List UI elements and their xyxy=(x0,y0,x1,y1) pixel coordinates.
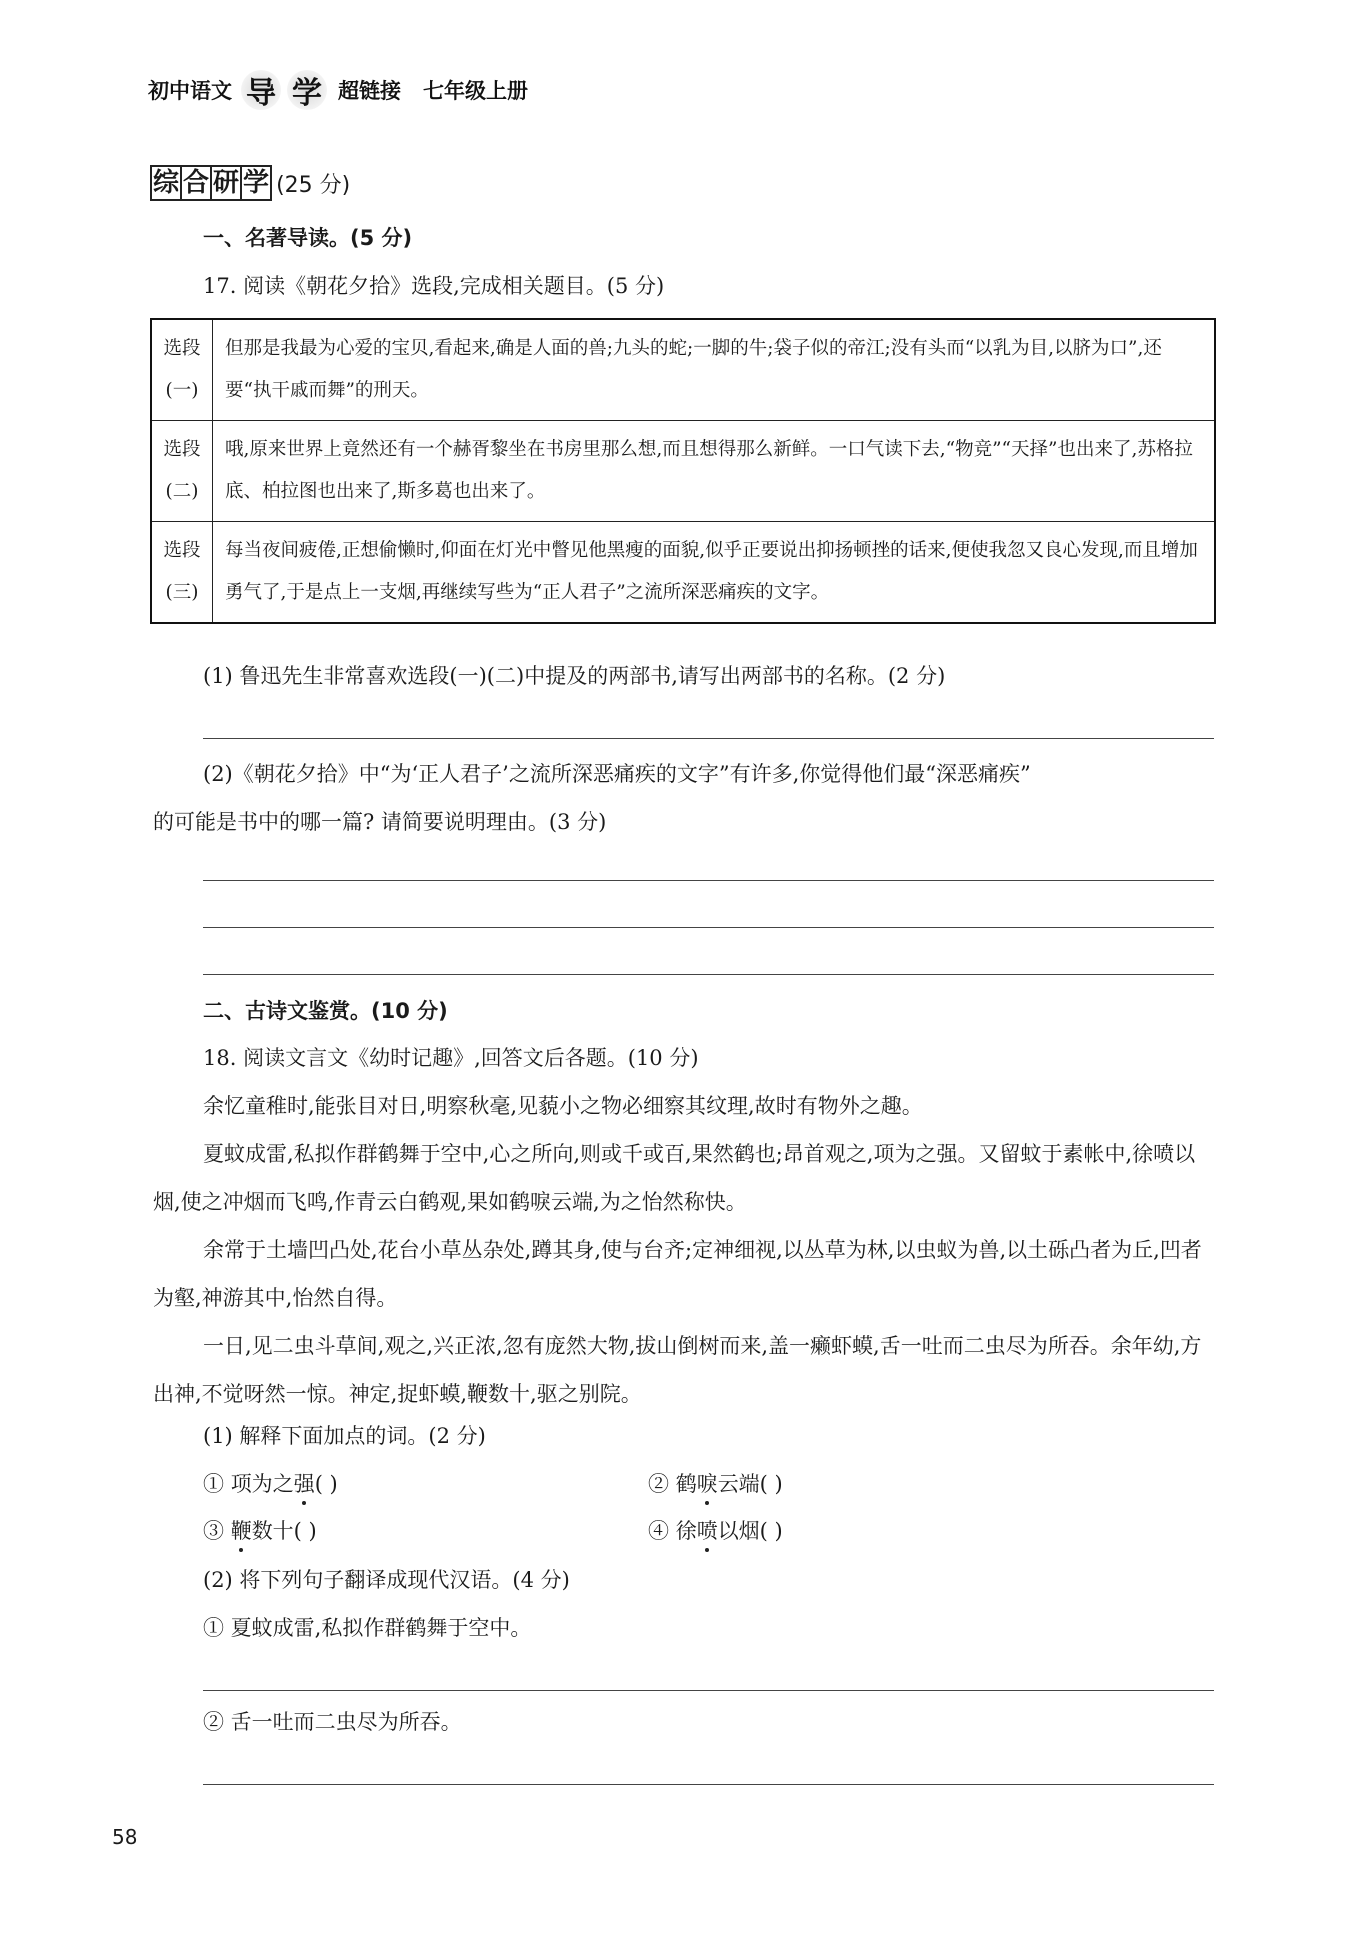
passage-text: 夏蚊成雷,私拟作群鹤舞于空中,心之所向,则或千或百,果然鹤也;昂首观之,项为之强。又留蚊于素帐中,徐喷以烟,使之冲烟而飞鸣,作青云白鹤观,果如鹤唳云端,为之怡然称快。 xyxy=(153,1142,1196,1214)
excerpt-label-top: 选段 xyxy=(163,540,201,561)
question-18-2: (2) 将下列句子翻译成现代汉语。(4 分) xyxy=(203,1568,570,1592)
section-score: (25 分) xyxy=(276,172,351,198)
fill-number: ① xyxy=(203,1472,224,1496)
table-row xyxy=(151,319,1215,421)
answer-line[interactable] xyxy=(203,738,1214,739)
fill-dotted-char: 唳 xyxy=(696,1472,718,1496)
excerpt-label xyxy=(151,319,213,421)
section-title-char: 合 xyxy=(180,165,212,201)
section-title-boxed xyxy=(150,165,270,201)
excerpt-label xyxy=(151,421,213,522)
passage-text: 一日,见二虫斗草间,观之,兴正浓,忽有庞然大物,拔山倒树而来,盖一癞虾蟆,舌一吐而二虫尽为所吞。余年幼,方出神,不觉呀然一惊。神定,捉虾蟆,鞭数十,驱之别院。 xyxy=(153,1334,1202,1406)
answer-line[interactable] xyxy=(203,927,1214,928)
header-subject: 初中语文 xyxy=(148,79,232,103)
question-18: 18. 阅读文言文《幼时记趣》,回答文后各题。(10 分) xyxy=(203,1046,699,1070)
fill-number: ④ xyxy=(648,1519,669,1543)
section-title-char: 学 xyxy=(240,165,272,201)
excerpt-text: 每当夜间疲倦,正想偷懒时,仰面在灯光中瞥见他黑瘦的面貌,似乎正要说出抑扬顿挫的话来,便使我忽又良心发现,而且增加勇气了,于是点上一支烟,再继续写些为“正人君子”之流所深恶痛疾的文字。 xyxy=(213,522,1216,624)
part1-heading: 一、名著导读。(5 分) xyxy=(203,226,413,250)
fill-dotted-char: 喷 xyxy=(696,1519,718,1543)
excerpt-label-bottom: (一) xyxy=(165,380,199,401)
fill-item-2[interactable] xyxy=(648,1468,783,1498)
header-grade: 七年级上册 xyxy=(423,79,528,103)
book-header xyxy=(148,70,534,110)
fill-item-1[interactable] xyxy=(203,1468,338,1498)
fill-blank: 云端( ) xyxy=(717,1472,783,1496)
passage-text: 余忆童稚时,能张目对日,明察秋毫,见藐小之物必细察其纹理,故时有物外之趣。 xyxy=(203,1094,923,1118)
excerpt-text: 但那是我最为心爱的宝贝,看起来,确是人面的兽;九头的蛇;一脚的牛;袋子似的帝江;没有头而“以乳为目,以脐为口”,还要“执干戚而舞”的刑天。 xyxy=(213,319,1216,421)
fill-number: ② xyxy=(648,1472,669,1496)
section-title xyxy=(150,165,350,201)
answer-line[interactable] xyxy=(203,974,1214,975)
fill-prefix: 鹤 xyxy=(675,1472,697,1496)
question-17-1: (1) 鲁迅先生非常喜欢选段(一)(二)中提及的两部书,请写出两部书的名称。(2 分) xyxy=(203,664,946,688)
question-17-2-line1: (2)《朝花夕拾》中“为‘正人君子’之流所深恶痛疾的文字”有许多,你觉得他们最“深恶痛疾” xyxy=(203,762,1031,786)
passage-paragraph-4 xyxy=(153,1322,1217,1418)
excerpt-label-bottom: (三) xyxy=(165,582,199,603)
fill-prefix: 项为之 xyxy=(230,1472,294,1496)
excerpt-label-top: 选段 xyxy=(163,439,201,460)
fill-prefix: 徐 xyxy=(675,1519,697,1543)
fill-dotted-char: 鞭 xyxy=(230,1519,252,1543)
excerpt-label xyxy=(151,522,213,624)
excerpt-text: 哦,原来世界上竟然还有一个赫胥黎坐在书房里那么想,而且想得那么新鲜。一口气读下去,“物竞”“天择”也出来了,苏格拉底、柏拉图也出来了,斯多葛也出来了。 xyxy=(213,421,1216,522)
fill-dotted-char: 强 xyxy=(293,1472,315,1496)
passage-paragraph-1 xyxy=(153,1082,1217,1130)
page-number: 58 xyxy=(112,1825,138,1849)
passage-paragraph-2 xyxy=(153,1130,1217,1226)
question-17-2-line2: 的可能是书中的哪一篇? 请简要说明理由。(3 分) xyxy=(153,810,607,834)
excerpt-label-bottom: (二) xyxy=(165,481,199,502)
header-series: 超链接 xyxy=(338,79,401,103)
excerpt-label-top: 选段 xyxy=(163,338,201,359)
fill-blank: ( ) xyxy=(314,1472,338,1496)
header-logo-char-1: 导 xyxy=(241,70,281,110)
question-17: 17. 阅读《朝花夕拾》选段,完成相关题目。(5 分) xyxy=(203,274,665,298)
section-title-char: 综 xyxy=(150,165,182,201)
answer-line[interactable] xyxy=(203,1784,1214,1785)
answer-line[interactable] xyxy=(203,880,1214,881)
excerpt-table xyxy=(150,318,1216,624)
part2-heading: 二、古诗文鉴赏。(10 分) xyxy=(203,999,448,1023)
passage-paragraph-3 xyxy=(153,1226,1217,1322)
question-18-1: (1) 解释下面加点的词。(2 分) xyxy=(203,1424,486,1448)
section-title-char: 研 xyxy=(210,165,242,201)
fill-item-4[interactable] xyxy=(648,1515,783,1545)
translation-item-2: ② 舌一吐而二虫尽为所吞。 xyxy=(203,1710,462,1734)
fill-blank: 以烟( ) xyxy=(717,1519,783,1543)
passage-text: 余常于土墙凹凸处,花台小草丛杂处,蹲其身,使与台齐;定神细视,以丛草为林,以虫蚁为兽,以土砾凸者为丘,凹者为壑,神游其中,怡然自得。 xyxy=(153,1238,1202,1310)
fill-number: ③ xyxy=(203,1519,224,1543)
fill-blank: 数十( ) xyxy=(251,1519,317,1543)
answer-line[interactable] xyxy=(203,1690,1214,1691)
header-logo-char-2: 学 xyxy=(287,70,327,110)
table-row xyxy=(151,522,1215,624)
table-row xyxy=(151,421,1215,522)
fill-item-3[interactable] xyxy=(203,1515,317,1545)
translation-item-1: ① 夏蚊成雷,私拟作群鹤舞于空中。 xyxy=(203,1616,532,1640)
